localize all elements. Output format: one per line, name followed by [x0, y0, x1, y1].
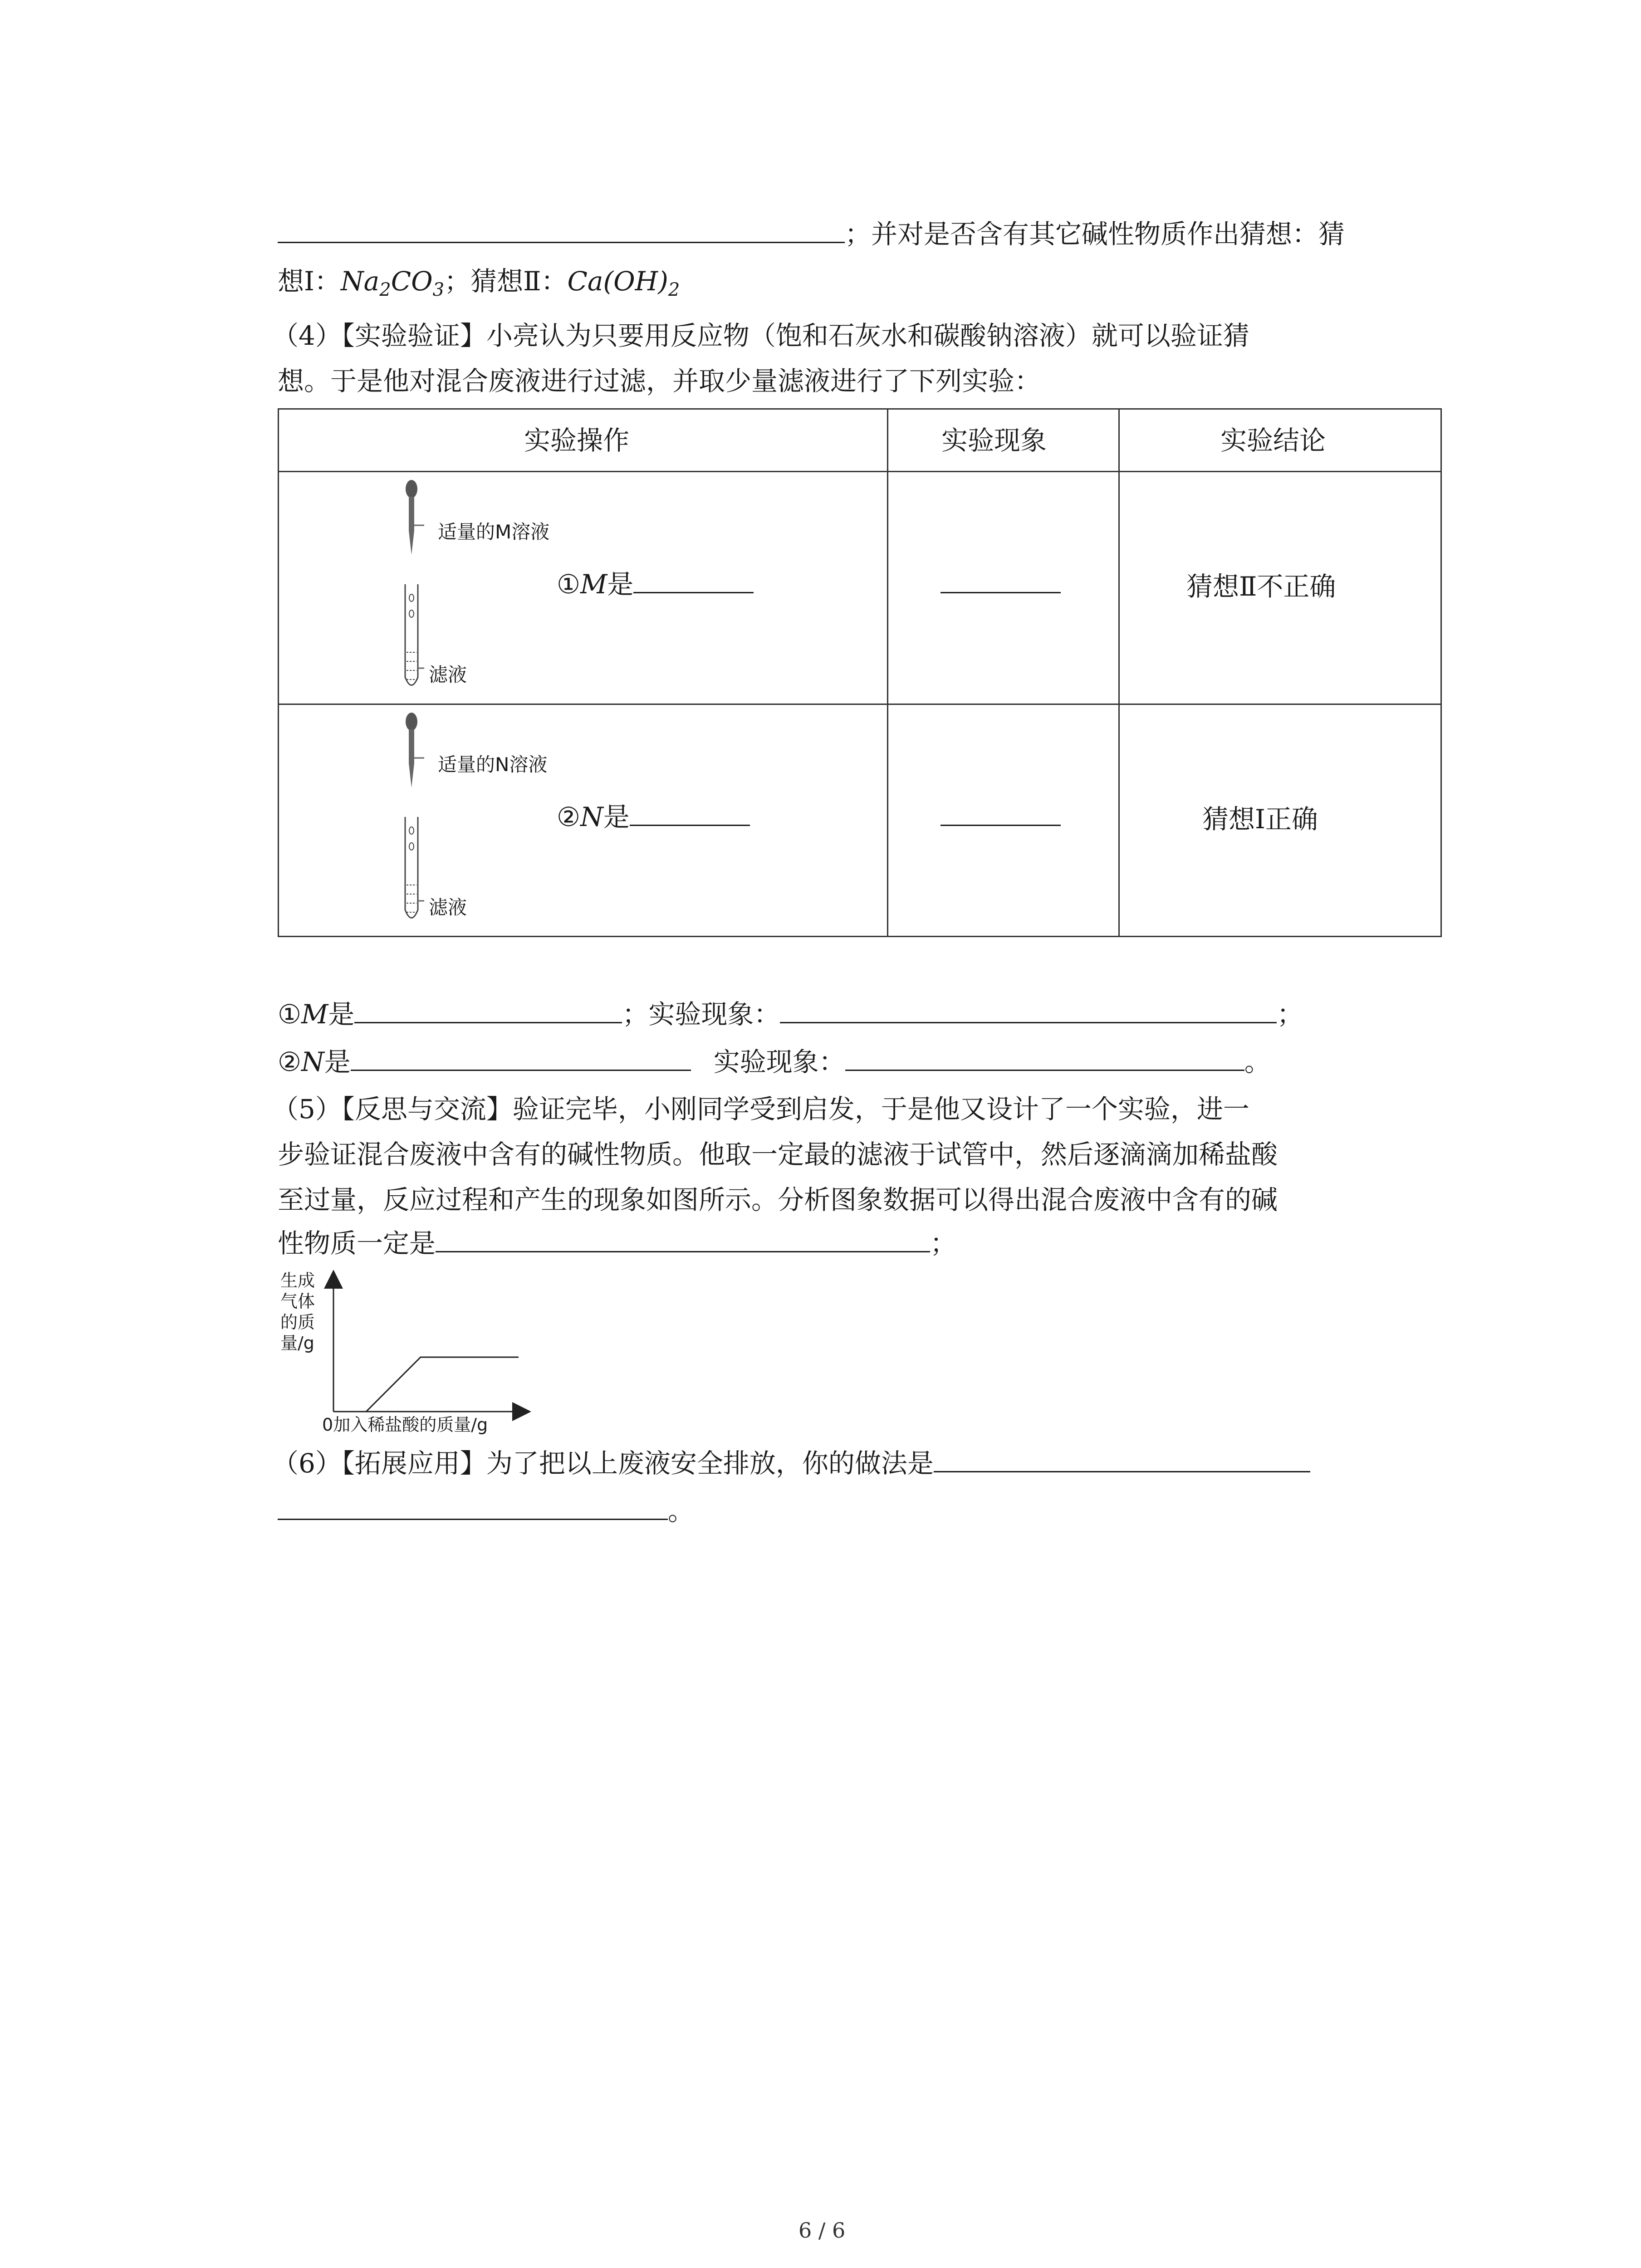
hypothesis-2-label: ；猜想Ⅱ： — [444, 266, 568, 297]
chart-xlabel: 0加入稀盐酸的质量/g — [322, 1415, 488, 1435]
m-answer-line: ①M是 ；实验现象： ； — [278, 996, 1303, 1032]
hypothesis-1-label: 想Ⅰ： — [278, 266, 341, 297]
q6-line-2: 。 — [278, 1492, 694, 1529]
alkaline-substance-blank[interactable] — [436, 1225, 930, 1252]
m-answer-field[interactable] — [354, 996, 622, 1023]
disposal-method-blank[interactable] — [934, 1445, 1310, 1472]
n-phenomenon-field[interactable] — [845, 1043, 1244, 1071]
disposal-method-blank-cont[interactable] — [278, 1492, 668, 1520]
q5-line-1: （5）【反思与交流】验证完毕，小刚同学受到启发，于是他又设计了一个实验，进一 — [272, 1094, 1249, 1124]
dropper-bulb — [406, 480, 417, 498]
dropper-test-tube-diagram — [392, 478, 583, 695]
m-answer-blank[interactable] — [633, 569, 754, 593]
filtrate-label: 滤液 — [429, 896, 467, 919]
conclusion-2: 猜想Ⅰ正确 — [1202, 804, 1318, 835]
n-answer-line: ②N是 实验现象： 。 — [278, 1043, 1271, 1080]
experiment-table — [278, 408, 1442, 937]
dropper-tube — [409, 729, 414, 763]
formula-na2co3: $Na_2CO_3$ — [340, 266, 445, 300]
filtrate-label: 滤液 — [429, 664, 467, 686]
phenomenon-1-cell — [941, 568, 1061, 600]
dropper-test-tube-diagram — [392, 710, 583, 928]
page-number: 6 / 6 — [798, 2218, 846, 2243]
q5-line-4: 性物质一定是 ； — [278, 1225, 956, 1261]
chart-plot — [277, 1270, 531, 1438]
table-divider — [1118, 410, 1120, 936]
gas-mass-chart — [277, 1270, 531, 1438]
m-phenomenon-field[interactable] — [780, 996, 1277, 1023]
table-divider — [279, 471, 1440, 472]
origin-label: 0 — [322, 1415, 333, 1435]
dropper-label: 适量的N溶液 — [438, 753, 548, 776]
dropper-tip — [409, 531, 414, 555]
q4-line-2: 想。于是他对混合废液进行过滤，并取少量滤液进行了下列实验： — [278, 366, 1041, 396]
n-prompt: ②N是 — [557, 801, 750, 833]
continuation-line — [278, 215, 1345, 252]
header-operation: 实验操作 — [524, 425, 630, 456]
q6-line-1: （6）【拓展应用】为了把以上废液安全排放，你的做法是 — [272, 1445, 1310, 1481]
dropper-bulb — [406, 713, 417, 731]
answer-blank[interactable] — [278, 215, 845, 243]
conclusion-1: 猜想Ⅱ不正确 — [1186, 571, 1336, 602]
q5-line-2: 步验证混合废液中含有的碱性物质。他取一定最的滤液于试管中，然后逐滴滴加稀盐酸 — [278, 1139, 1278, 1170]
n-answer-field[interactable] — [351, 1043, 691, 1071]
q4-line-1: （4）【实验验证】小亮认为只要用反应物（饱和石灰水和碳酸钠溶液）就可以验证猜 — [272, 320, 1249, 351]
gas-mass-series-line — [333, 1357, 519, 1412]
phenomenon-2-cell — [941, 801, 1061, 833]
dropper-label: 适量的M溶液 — [438, 521, 550, 543]
header-phenomenon: 实验现象 — [941, 425, 1047, 456]
q5-line-3: 至过量，反应过程和产生的现象如图所示。分析图象数据可以得出混合废液中含有的碱 — [278, 1184, 1278, 1215]
formula-caoh2: $Ca(OH)_2$ — [567, 266, 680, 300]
table-divider — [887, 410, 888, 936]
n-answer-blank[interactable] — [630, 802, 750, 826]
hypotheses-line — [278, 263, 680, 299]
phenomenon-1-blank[interactable] — [941, 569, 1061, 593]
continuation-text: ；并对是否含有其它碱性物质作出猜想：猜 — [845, 219, 1345, 249]
phenomenon-2-blank[interactable] — [941, 802, 1061, 826]
table-divider — [279, 704, 1440, 705]
chart-ylabel: 生成 气体 的质 量/g — [280, 1271, 315, 1353]
dropper-tip — [409, 763, 414, 787]
m-prompt: ①M是 — [557, 568, 754, 600]
header-conclusion: 实验结论 — [1220, 425, 1326, 456]
dropper-tube — [409, 497, 414, 531]
